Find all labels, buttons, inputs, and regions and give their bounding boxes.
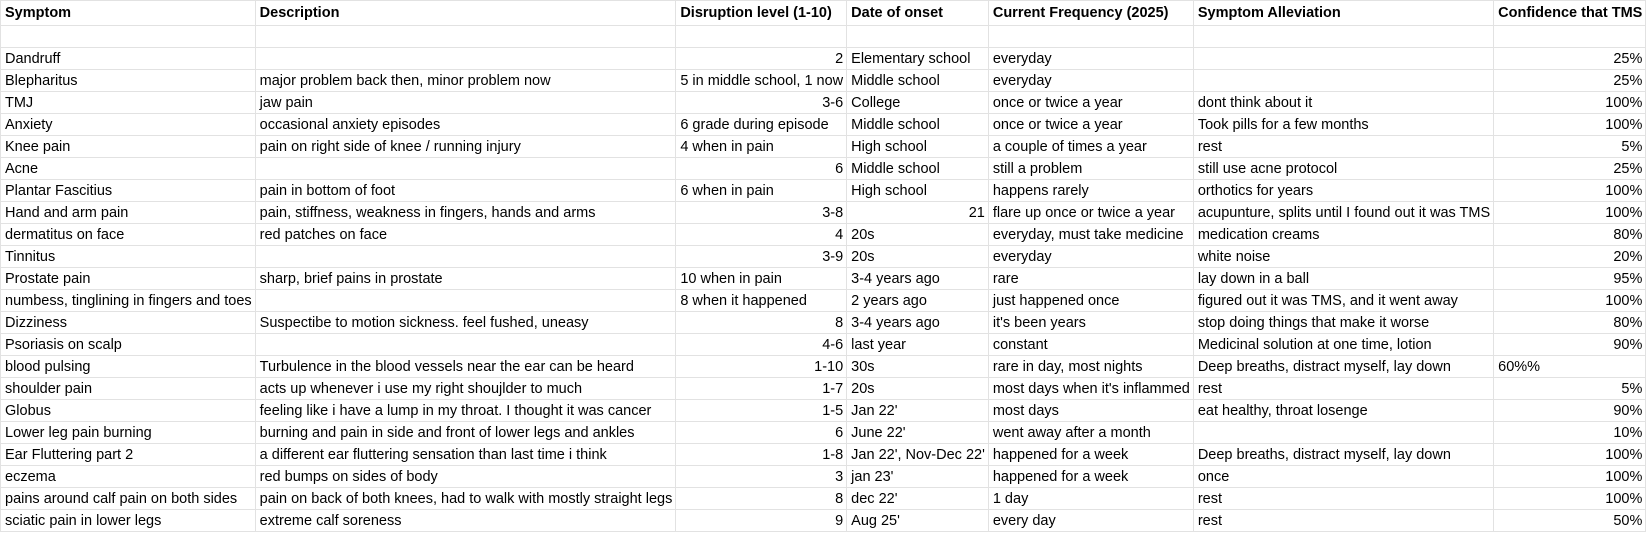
description-cell[interactable] bbox=[255, 48, 676, 70]
confidence-cell[interactable]: 25% bbox=[1494, 48, 1646, 70]
description-cell[interactable]: pain on back of both knees, had to walk with mostly straight legs bbox=[255, 488, 676, 510]
description-cell[interactable]: feeling like i have a lump in my throat. I thought it was cancer bbox=[255, 400, 676, 422]
alleviation-cell[interactable]: Deep breaths, distract myself, lay down bbox=[1193, 356, 1493, 378]
alleviation-cell[interactable]: Took pills for a few months bbox=[1193, 114, 1493, 136]
confidence-cell[interactable]: 100% bbox=[1494, 444, 1646, 466]
table-row bbox=[1, 466, 1646, 488]
table-row bbox=[1, 136, 1646, 158]
disruption-cell[interactable]: 8 bbox=[676, 312, 847, 334]
onset-cell[interactable]: jan 23' bbox=[847, 466, 989, 488]
description-cell[interactable]: red bumps on sides of body bbox=[255, 466, 676, 488]
disruption-cell[interactable]: 3-9 bbox=[676, 246, 847, 268]
symptom-cell[interactable]: Acne bbox=[1, 158, 256, 180]
frequency-cell[interactable]: just happened once bbox=[988, 290, 1193, 312]
alleviation-cell[interactable]: Medicinal solution at one time, lotion bbox=[1193, 334, 1493, 356]
symptom-cell[interactable]: Psoriasis on scalp bbox=[1, 334, 256, 356]
column-header-symptom[interactable]: Symptom bbox=[1, 1, 256, 26]
disruption-cell[interactable]: 8 when it happened bbox=[676, 290, 847, 312]
onset-cell[interactable]: College bbox=[847, 92, 989, 114]
symptom-cell[interactable]: Globus bbox=[1, 400, 256, 422]
frequency-cell[interactable]: it's been years bbox=[988, 312, 1193, 334]
table-row bbox=[1, 26, 1646, 48]
onset-cell[interactable]: Middle school bbox=[847, 70, 989, 92]
column-header-description[interactable]: Description bbox=[255, 1, 676, 26]
onset-cell[interactable]: High school bbox=[847, 180, 989, 202]
frequency-cell[interactable]: rare bbox=[988, 268, 1193, 290]
table-row bbox=[1, 268, 1646, 290]
description-cell[interactable] bbox=[255, 246, 676, 268]
alleviation-cell[interactable]: rest bbox=[1193, 488, 1493, 510]
alleviation-cell[interactable]: white noise bbox=[1193, 246, 1493, 268]
description-cell[interactable]: acts up whenever i use my right shoujlder to much bbox=[255, 378, 676, 400]
onset-cell[interactable]: June 22' bbox=[847, 422, 989, 444]
description-cell[interactable]: Suspectibe to motion sickness. feel fushed, uneasy bbox=[255, 312, 676, 334]
confidence-cell[interactable]: 100% bbox=[1494, 290, 1646, 312]
description-cell[interactable]: burning and pain in side and front of lower legs and ankles bbox=[255, 422, 676, 444]
alleviation-cell[interactable] bbox=[1193, 422, 1493, 444]
onset-cell[interactable]: Middle school bbox=[847, 158, 989, 180]
column-header-date-of-onset[interactable]: Date of onset bbox=[847, 1, 989, 26]
disruption-cell[interactable]: 6 when in pain bbox=[676, 180, 847, 202]
table-row bbox=[1, 114, 1646, 136]
table-row bbox=[1, 92, 1646, 114]
symptom-cell[interactable]: shoulder pain bbox=[1, 378, 256, 400]
table-row bbox=[1, 202, 1646, 224]
symptom-cell[interactable]: Tinnitus bbox=[1, 246, 256, 268]
alleviation-cell[interactable]: dont think about it bbox=[1193, 92, 1493, 114]
confidence-cell[interactable]: 25% bbox=[1494, 158, 1646, 180]
confidence-cell[interactable]: 50% bbox=[1494, 510, 1646, 532]
onset-cell[interactable]: 20s bbox=[847, 246, 989, 268]
symptom-cell[interactable]: Anxiety bbox=[1, 114, 256, 136]
frequency-cell[interactable]: everyday bbox=[988, 70, 1193, 92]
frequency-cell[interactable]: rare in day, most nights bbox=[988, 356, 1193, 378]
frequency-cell[interactable]: happens rarely bbox=[988, 180, 1193, 202]
header-row bbox=[1, 1, 1646, 26]
confidence-cell[interactable]: 5% bbox=[1494, 136, 1646, 158]
symptom-cell[interactable] bbox=[1, 26, 256, 48]
onset-cell[interactable]: last year bbox=[847, 334, 989, 356]
confidence-cell[interactable] bbox=[1494, 26, 1646, 48]
symptom-cell[interactable]: Ear Fluttering part 2 bbox=[1, 444, 256, 466]
onset-cell[interactable]: 30s bbox=[847, 356, 989, 378]
description-cell[interactable]: occasional anxiety episodes bbox=[255, 114, 676, 136]
confidence-cell[interactable]: 60%% bbox=[1494, 356, 1646, 378]
disruption-cell[interactable]: 1-7 bbox=[676, 378, 847, 400]
confidence-cell[interactable]: 100% bbox=[1494, 202, 1646, 224]
onset-cell[interactable]: Elementary school bbox=[847, 48, 989, 70]
alleviation-cell[interactable] bbox=[1193, 26, 1493, 48]
column-header-confidence[interactable]: Confidence that TMS bbox=[1494, 1, 1646, 26]
onset-cell[interactable]: Jan 22', Nov-Dec 22' bbox=[847, 444, 989, 466]
onset-cell[interactable]: 2 years ago bbox=[847, 290, 989, 312]
frequency-cell[interactable]: still a problem bbox=[988, 158, 1193, 180]
disruption-cell[interactable]: 6 bbox=[676, 422, 847, 444]
alleviation-cell[interactable]: still use acne protocol bbox=[1193, 158, 1493, 180]
description-cell[interactable] bbox=[255, 334, 676, 356]
frequency-cell[interactable]: everyday, must take medicine bbox=[988, 224, 1193, 246]
table-row bbox=[1, 246, 1646, 268]
disruption-cell[interactable]: 1-5 bbox=[676, 400, 847, 422]
onset-cell[interactable]: Aug 25' bbox=[847, 510, 989, 532]
symptom-cell[interactable]: Blepharitus bbox=[1, 70, 256, 92]
onset-cell[interactable] bbox=[847, 26, 989, 48]
symptom-cell[interactable]: Plantar Fascitius bbox=[1, 180, 256, 202]
table-row bbox=[1, 422, 1646, 444]
alleviation-cell[interactable]: lay down in a ball bbox=[1193, 268, 1493, 290]
onset-cell[interactable]: 20s bbox=[847, 224, 989, 246]
confidence-cell[interactable]: 100% bbox=[1494, 488, 1646, 510]
alleviation-cell[interactable] bbox=[1193, 70, 1493, 92]
alleviation-cell[interactable]: eat healthy, throat losenge bbox=[1193, 400, 1493, 422]
disruption-cell[interactable]: 1-8 bbox=[676, 444, 847, 466]
symptom-cell[interactable]: Hand and arm pain bbox=[1, 202, 256, 224]
table-row bbox=[1, 180, 1646, 202]
symptom-cell[interactable]: eczema bbox=[1, 466, 256, 488]
table-row bbox=[1, 48, 1646, 70]
symptom-cell[interactable]: Prostate pain bbox=[1, 268, 256, 290]
frequency-cell[interactable]: once or twice a year bbox=[988, 92, 1193, 114]
onset-cell[interactable]: dec 22' bbox=[847, 488, 989, 510]
onset-cell[interactable]: Middle school bbox=[847, 114, 989, 136]
disruption-cell[interactable]: 8 bbox=[676, 488, 847, 510]
alleviation-cell[interactable]: medication creams bbox=[1193, 224, 1493, 246]
confidence-cell[interactable]: 95% bbox=[1494, 268, 1646, 290]
alleviation-cell[interactable]: rest bbox=[1193, 510, 1493, 532]
table-row bbox=[1, 224, 1646, 246]
table-row bbox=[1, 400, 1646, 422]
confidence-cell[interactable]: 100% bbox=[1494, 114, 1646, 136]
disruption-cell[interactable]: 4 when in pain bbox=[676, 136, 847, 158]
confidence-cell[interactable]: 100% bbox=[1494, 466, 1646, 488]
disruption-cell[interactable]: 6 grade during episode bbox=[676, 114, 847, 136]
disruption-cell[interactable]: 5 in middle school, 1 now bbox=[676, 70, 847, 92]
disruption-cell[interactable]: 4-6 bbox=[676, 334, 847, 356]
table-row bbox=[1, 356, 1646, 378]
disruption-cell[interactable]: 1-10 bbox=[676, 356, 847, 378]
table-row bbox=[1, 158, 1646, 180]
table-row bbox=[1, 510, 1646, 532]
frequency-cell[interactable]: 1 day bbox=[988, 488, 1193, 510]
frequency-cell[interactable]: once or twice a year bbox=[988, 114, 1193, 136]
alleviation-cell[interactable]: Deep breaths, distract myself, lay down bbox=[1193, 444, 1493, 466]
frequency-cell[interactable]: a couple of times a year bbox=[988, 136, 1193, 158]
disruption-cell[interactable]: 10 when in pain bbox=[676, 268, 847, 290]
alleviation-cell[interactable] bbox=[1193, 48, 1493, 70]
onset-cell[interactable]: Jan 22' bbox=[847, 400, 989, 422]
table-row bbox=[1, 70, 1646, 92]
frequency-cell[interactable]: went away after a month bbox=[988, 422, 1193, 444]
disruption-cell[interactable]: 3-8 bbox=[676, 202, 847, 224]
symptom-cell[interactable]: Dandruff bbox=[1, 48, 256, 70]
table-row bbox=[1, 312, 1646, 334]
disruption-cell[interactable]: 2 bbox=[676, 48, 847, 70]
confidence-cell[interactable]: 90% bbox=[1494, 400, 1646, 422]
description-cell[interactable]: pain on right side of knee / running injury bbox=[255, 136, 676, 158]
onset-cell[interactable]: High school bbox=[847, 136, 989, 158]
description-cell[interactable] bbox=[255, 290, 676, 312]
symptom-cell[interactable]: Lower leg pain burning bbox=[1, 422, 256, 444]
alleviation-cell[interactable]: orthotics for years bbox=[1193, 180, 1493, 202]
symptom-cell[interactable]: numbess, tinglining in fingers and toes bbox=[1, 290, 256, 312]
column-header-current-frequency[interactable]: Current Frequency (2025) bbox=[988, 1, 1193, 26]
description-cell[interactable]: extreme calf soreness bbox=[255, 510, 676, 532]
disruption-cell[interactable]: 9 bbox=[676, 510, 847, 532]
disruption-cell[interactable]: 3 bbox=[676, 466, 847, 488]
disruption-cell[interactable] bbox=[676, 26, 847, 48]
frequency-cell[interactable]: every day bbox=[988, 510, 1193, 532]
description-cell[interactable]: jaw pain bbox=[255, 92, 676, 114]
alleviation-cell[interactable]: figured out it was TMS, and it went away bbox=[1193, 290, 1493, 312]
disruption-cell[interactable]: 3-6 bbox=[676, 92, 847, 114]
alleviation-cell[interactable]: rest bbox=[1193, 378, 1493, 400]
description-cell[interactable] bbox=[255, 158, 676, 180]
alleviation-cell[interactable]: acupunture, splits until I found out it was TMS bbox=[1193, 202, 1493, 224]
frequency-cell[interactable]: flare up once or twice a year bbox=[988, 202, 1193, 224]
onset-cell[interactable]: 3-4 years ago bbox=[847, 312, 989, 334]
confidence-cell[interactable]: 90% bbox=[1494, 334, 1646, 356]
symptom-cell[interactable]: sciatic pain in lower legs bbox=[1, 510, 256, 532]
alleviation-cell[interactable]: rest bbox=[1193, 136, 1493, 158]
symptom-cell[interactable]: dermatitus on face bbox=[1, 224, 256, 246]
description-cell[interactable]: red patches on face bbox=[255, 224, 676, 246]
confidence-cell[interactable]: 80% bbox=[1494, 312, 1646, 334]
onset-cell[interactable]: 20s bbox=[847, 378, 989, 400]
table-row bbox=[1, 378, 1646, 400]
alleviation-cell[interactable]: stop doing things that make it worse bbox=[1193, 312, 1493, 334]
confidence-cell[interactable]: 5% bbox=[1494, 378, 1646, 400]
description-cell[interactable]: Turbulence in the blood vessels near the ear can be heard bbox=[255, 356, 676, 378]
disruption-cell[interactable]: 6 bbox=[676, 158, 847, 180]
frequency-cell[interactable]: everyday bbox=[988, 48, 1193, 70]
table-row bbox=[1, 334, 1646, 356]
table-row bbox=[1, 290, 1646, 312]
confidence-cell[interactable]: 10% bbox=[1494, 422, 1646, 444]
onset-cell[interactable]: 21 bbox=[847, 202, 989, 224]
description-cell[interactable]: a different ear fluttering sensation than last time i think bbox=[255, 444, 676, 466]
description-cell[interactable] bbox=[255, 26, 676, 48]
confidence-cell[interactable]: 100% bbox=[1494, 92, 1646, 114]
table-row bbox=[1, 444, 1646, 466]
frequency-cell[interactable]: happened for a week bbox=[988, 444, 1193, 466]
description-cell[interactable]: pain, stiffness, weakness in fingers, hands and arms bbox=[255, 202, 676, 224]
column-header-disruption-level[interactable]: Disruption level (1-10) bbox=[676, 1, 847, 26]
confidence-cell[interactable]: 100% bbox=[1494, 180, 1646, 202]
alleviation-cell[interactable]: once bbox=[1193, 466, 1493, 488]
disruption-cell[interactable]: 4 bbox=[676, 224, 847, 246]
confidence-cell[interactable]: 20% bbox=[1494, 246, 1646, 268]
frequency-cell[interactable]: most days when it's inflammed bbox=[988, 378, 1193, 400]
symptom-cell[interactable]: TMJ bbox=[1, 92, 256, 114]
onset-cell[interactable]: 3-4 years ago bbox=[847, 268, 989, 290]
confidence-cell[interactable]: 80% bbox=[1494, 224, 1646, 246]
confidence-cell[interactable]: 25% bbox=[1494, 70, 1646, 92]
description-cell[interactable]: pain in bottom of foot bbox=[255, 180, 676, 202]
symptom-cell[interactable]: blood pulsing bbox=[1, 356, 256, 378]
symptom-cell[interactable]: Knee pain bbox=[1, 136, 256, 158]
description-cell[interactable]: sharp, brief pains in prostate bbox=[255, 268, 676, 290]
frequency-cell[interactable]: constant bbox=[988, 334, 1193, 356]
symptom-cell[interactable]: pains around calf pain on both sides bbox=[1, 488, 256, 510]
frequency-cell[interactable]: happened for a week bbox=[988, 466, 1193, 488]
frequency-cell[interactable] bbox=[988, 26, 1193, 48]
frequency-cell[interactable]: most days bbox=[988, 400, 1193, 422]
description-cell[interactable]: major problem back then, minor problem now bbox=[255, 70, 676, 92]
column-header-symptom-alleviation[interactable]: Symptom Alleviation bbox=[1193, 1, 1493, 26]
symptom-cell[interactable]: Dizziness bbox=[1, 312, 256, 334]
table-row bbox=[1, 488, 1646, 510]
frequency-cell[interactable]: everyday bbox=[988, 246, 1193, 268]
